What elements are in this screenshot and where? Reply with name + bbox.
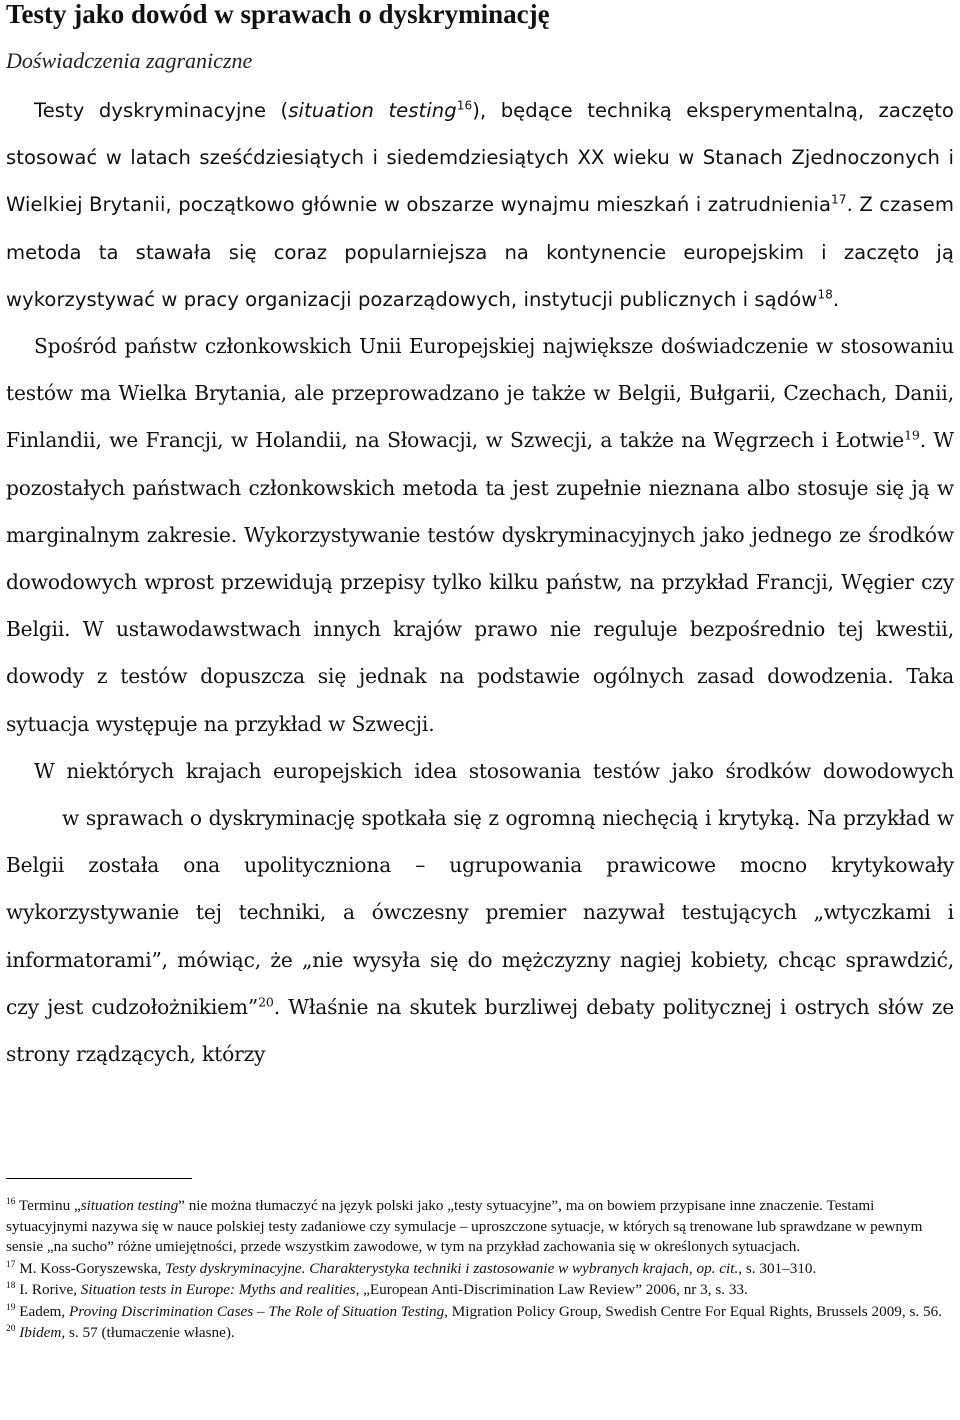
- p2-text-a: Spośród państw członkowskich Unii Europejskiej największe doświadczenie w stosowaniu testów ma Wielka Brytania, ale przeprowadzano je także w Belgii, Bułgarii, Czechach, Danii, Finlandii, we Francji, w Holandii, na Słowacji, w Szwecji, a także na Węgrzech i Łotwie: [6, 334, 954, 453]
- body-text: [6, 87, 954, 1078]
- footnote-ref-20[interactable]: 20: [258, 994, 274, 1010]
- footnote-text: I. Rorive,: [15, 1281, 81, 1298]
- footnote-number: 20: [6, 1323, 16, 1334]
- footnote-ref-18[interactable]: 18: [817, 287, 833, 302]
- footnote-number: 17: [6, 1259, 16, 1270]
- section-subtitle: Doświadczenia zagraniczne: [6, 48, 253, 73]
- p1-text-d: .: [832, 287, 840, 311]
- footnote-ref-16[interactable]: 16: [456, 98, 473, 113]
- footnote-text: M. Koss-Goryszewska,: [15, 1259, 166, 1277]
- p1-text-a: Testy dyskryminacyjne (: [34, 99, 289, 122]
- p1-text-b: ), będące techniką eksperymentalną, zaczęto stosować w latach sześćdziesiątych i siedemdziesiątych XX wieku w Stanach Zjednoczonych i Wielkiej Brytanii, początkowo głównie w obszarze wynajmu mieszkań i zatrudnienia: [6, 99, 954, 217]
- p3-text-a: W niektórych krajach europejskich idea stosowania testów jako środków dowodowych: [34, 758, 954, 783]
- footnote-16: [6, 1196, 954, 1258]
- footnote-number: 16: [6, 1196, 16, 1207]
- p3-text-c: . Właśnie na skutek burzliwej debaty politycznej i ostrych słów ze strony rządzących, którzy: [6, 994, 954, 1067]
- footnote-text: , s. 57 (tłumaczenie własne).: [61, 1324, 235, 1341]
- page-title: Testy jako dowód w sprawach o dyskryminację: [6, 0, 550, 29]
- p1-text-c: . Z czasem metoda ta stawała się coraz popularniejsza na kontynencie europejskim i zaczęto ją wykorzystywać w pracy organizacji pozarządowych, instytucji publicznych i sądów: [6, 193, 954, 311]
- footnote-text: , „European Anti-Discrimination Law Review” 2006, nr 3, s. 33.: [355, 1281, 748, 1298]
- footnote-ref-17[interactable]: 17: [831, 192, 847, 207]
- footnote-text: Eadem,: [15, 1302, 69, 1320]
- footnote-number: 18: [6, 1280, 16, 1291]
- paragraph-1: [6, 87, 954, 323]
- footnote-text: ,: [688, 1259, 697, 1277]
- footnote-19: [6, 1302, 954, 1323]
- paragraph-3: [6, 748, 954, 1078]
- footnote-18: [6, 1280, 954, 1301]
- footnote-italic: Proving Discrimination Cases – The Role of Situation Testing: [68, 1302, 445, 1320]
- footnote-text: , s. 301–310.: [738, 1259, 817, 1277]
- paragraph-2: [6, 323, 954, 748]
- footnote-text: Terminu „: [15, 1197, 81, 1214]
- p2-text-b: . W pozostałych państwach członkowskich metoda ta jest zupełnie nieznana albo stosuje się ją w marginalnym zakresie. Wykorzystywanie testów dyskryminacyjnych jako jednego ze środków dowodowych wprost przewidują przepisy tylko kilku państw, na przykład Francji, Węgier czy Belgii. W ustawodawstwach innych krajów prawo nie reguluje bezpośrednio tej kwestii, dowody z testów dopuszcza się jednak na podstawie ogólnych zasad dowodzenia. Taka sytuacja występuje na przykład w Szwecji.: [6, 428, 955, 736]
- footnote-20: [6, 1323, 954, 1344]
- p3-text-b: w sprawach o dyskryminację spotkała się z ogromną niechęcią i krytyką. Na przykład w Belgii została ona upolityczniona – ugrupowania prawicowe mocno krytykowały wykorzystywanie tej techniki, a ówczesny premier nazywał testujących „wtyczkami i informatorami”, mówiąc, że „nie wysyła się do mężczyzny nagiej kobiety, chcąc sprawdzić, czy jest cudzołożnikiem”: [6, 806, 954, 1019]
- footnote-number: 19: [6, 1302, 16, 1313]
- footnote-17: [6, 1259, 954, 1280]
- footnote-italic: Ibidem: [19, 1324, 62, 1341]
- footnote-text: ” nie można tłumaczyć na język polski jako „testy sytuacyjne”, ma on bowiem przypisane inne znaczenie. Testami sytuacyjnymi nazywa się w nauce polskiej testy zadaniowe czy symulacje – uproszczone sytuacje, w których są trenowane lub sprawdzane w pewnym sensie „na sucho” różne umiejętności, przede wszystkim zawodowe, w tym na przykład zachowania się w określonych sytuacjach.: [6, 1197, 923, 1255]
- footnote-text: , Migration Policy Group, Swedish Centre For Equal Rights, Brussels 2009, s. 56.: [444, 1302, 942, 1320]
- footnote-italic: Testy dyskryminacyjne. Charakterystyka techniki i zastosowanie w wybranych krajach: [165, 1259, 689, 1277]
- footnote-italic: op. cit.: [696, 1259, 739, 1277]
- footnote-italic: Situation tests in Europe: Myths and realities: [80, 1281, 356, 1298]
- footnote-ref-19[interactable]: 19: [904, 427, 920, 443]
- footnotes: [6, 1196, 954, 1345]
- term-situation-testing: situation testing: [288, 99, 457, 122]
- footnote-italic: situation testing: [80, 1197, 179, 1214]
- footnote-separator: [6, 1178, 192, 1179]
